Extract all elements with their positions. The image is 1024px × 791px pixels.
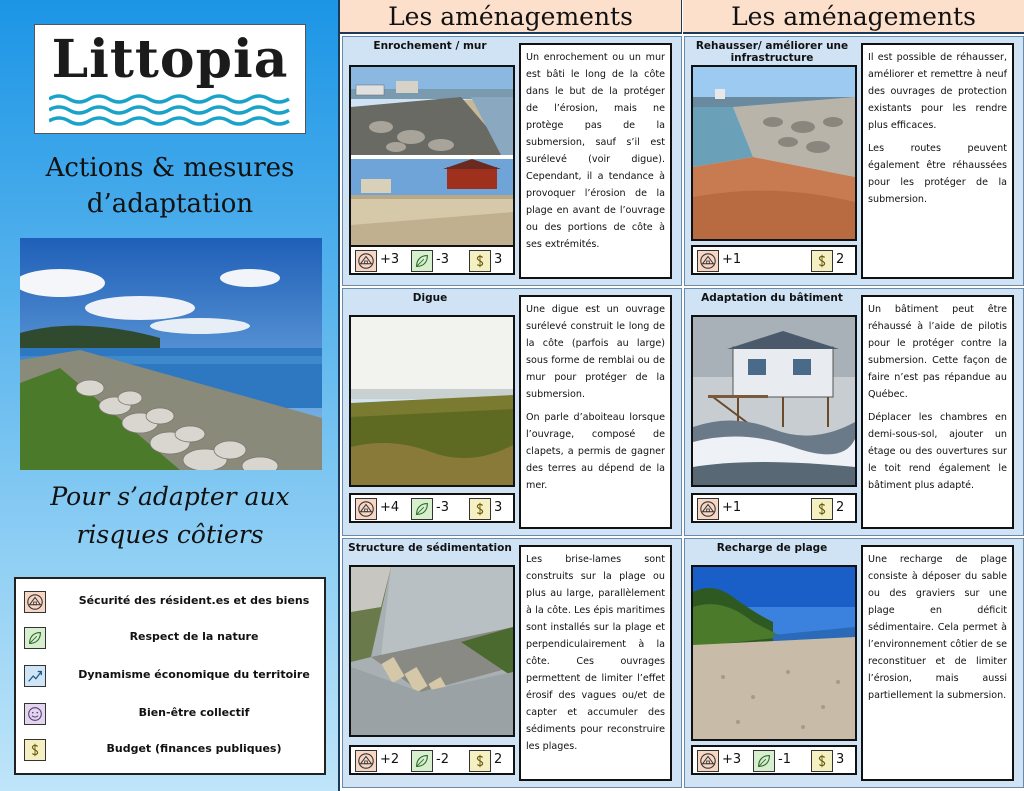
budget-icon (811, 250, 833, 272)
card-title: Adaptation du bâtiment (701, 292, 843, 304)
score-value: 3 (494, 252, 503, 267)
rock-wall-photo (349, 65, 515, 267)
legend-label: Sécurité des résident.es et des biens (78, 594, 310, 607)
raised-infrastructure-photo (691, 65, 857, 241)
description-paragraph: Les routes peuvent également être réhaussées pour les protéger de la submersion. (868, 143, 1007, 205)
description-paragraph: Les brise-lames sont construits sur la plage ou plus au large, parallèlement à la côte. Les épis maritimes sont installés sur la plage et perpendiculairement à la côte. Ces ouvrages permettent de limiter l’effet érosif des vagues ou/et de capter et accumuler des sédiments pour reconstruire les plages. (526, 554, 665, 752)
score-box (691, 745, 857, 775)
score-box (691, 493, 857, 523)
card-title: Structure de sédimentation (348, 542, 512, 554)
score-value: 3 (836, 752, 845, 767)
card-description (861, 295, 1014, 529)
breakwater-photo (349, 565, 515, 737)
legend-label: Respect de la nature (129, 630, 259, 643)
description-paragraph: On parle d’aboiteau lorsque l’ouvrage, composé de clapets, a permis de gagner des terres au dépend de la mer. (526, 412, 665, 491)
card-description (519, 43, 672, 279)
nature-icon (411, 498, 433, 520)
logo (34, 24, 306, 134)
card-enrochement (342, 36, 682, 286)
card-title: Digue (412, 292, 448, 304)
tagline-line-2: risques côtiers (76, 520, 264, 549)
coast-photo (20, 238, 322, 470)
budget-icon (811, 498, 833, 520)
legend-item-budget (24, 739, 320, 763)
safety-icon (697, 250, 719, 272)
budget-icon (811, 750, 833, 772)
score-box (349, 245, 515, 275)
card-title: Rehausser/ améliorer une infrastructure (695, 40, 849, 64)
column-title-left: Les aménagements (340, 0, 682, 34)
description-paragraph: Une digue est un ouvrage surélevé construit le long de la côte (parfois au large) sous forme de remblai ou de mur pour protéger de la submersion. (526, 304, 665, 400)
nature-icon (411, 750, 433, 772)
score-value: +4 (380, 500, 400, 515)
tagline-line-1: Pour s’adapter aux (50, 482, 290, 511)
legend-label: Bien-être collectif (138, 706, 250, 719)
card-batiment (684, 288, 1024, 536)
raised-building-photo (691, 315, 857, 487)
score-value: 2 (836, 252, 845, 267)
subtitle-line-2: d’adaptation (86, 189, 254, 219)
score-box (349, 493, 515, 523)
dike-photo (349, 315, 515, 487)
card-digue (342, 288, 682, 536)
safety-icon (355, 750, 377, 772)
safety-icon (355, 250, 377, 272)
legend (14, 577, 326, 775)
nature-icon (24, 627, 46, 649)
legend-item-nature (24, 627, 320, 651)
description-paragraph: Déplacer les chambres en demi-sous-sol, ajouter un étage ou des ouvertures sur le toit rend également le bâtiment plus adapté. (868, 412, 1007, 491)
card-sedimentation (342, 538, 682, 788)
legend-item-wellbeing (24, 703, 320, 727)
budget-icon (469, 750, 491, 772)
score-value: 3 (494, 500, 503, 515)
wellbeing-icon (24, 703, 46, 725)
tagline (0, 478, 340, 554)
nature-icon (411, 250, 433, 272)
score-value: -2 (436, 752, 449, 767)
score-value: +2 (380, 752, 400, 767)
legend-item-economy (24, 665, 320, 689)
budget-icon (24, 739, 46, 761)
score-value: -3 (436, 252, 449, 267)
card-description (861, 545, 1014, 781)
score-value: +3 (380, 252, 400, 267)
description-paragraph: Un bâtiment peut être réhaussé à l’aide de pilotis pour le protéger contre la submersion. Cette façon de faire n’est pas répandue au Québec. (868, 304, 1007, 400)
safety-icon (355, 498, 377, 520)
score-box (349, 745, 515, 775)
legend-item-safety (24, 591, 320, 615)
logo-text: Littopia (51, 29, 289, 90)
subtitle (0, 150, 340, 222)
budget-icon (469, 498, 491, 520)
safety-icon (697, 498, 719, 520)
score-value: 2 (836, 500, 845, 515)
safety-icon (697, 750, 719, 772)
card-title: Enrochement / mur (373, 40, 487, 52)
card-description (861, 43, 1014, 279)
score-value: +1 (722, 252, 742, 267)
card-description (519, 545, 672, 781)
score-value: +1 (722, 500, 742, 515)
card-recharge (684, 538, 1024, 788)
description-paragraph: Un enrochement ou un mur est bâti le long de la côte dans le but de la protéger de l’érosion, mais ne protège pas de la submersion, sauf s’il est surélevé (voir digue). Cependant, il a tendance à provoquer l’érosion de la plage en avant de l’ouvrage ou des portions de côte à ses extrémités. (526, 52, 665, 250)
card-rehausser (684, 36, 1024, 286)
nature-icon (753, 750, 775, 772)
description-paragraph: Une recharge de plage consiste à déposer du sable ou des graviers sur une plage en déficit sédimentaire. Cela permet à l’environnement côtier de se reconstituer et de limiter l’érosion, mais aussi partiellement la submersion. (868, 554, 1007, 701)
score-value: 2 (494, 752, 503, 767)
budget-icon (469, 250, 491, 272)
card-description (519, 295, 672, 529)
description-paragraph: Il est possible de réhausser, améliorer et remettre à neuf des ouvrages de protection existants pour les rendre plus efficaces. (868, 52, 1007, 131)
beach-photo (691, 565, 857, 741)
waves-icon (49, 93, 293, 129)
column-title-right: Les aménagements (683, 0, 1024, 34)
score-value: -1 (778, 752, 791, 767)
score-value: +3 (722, 752, 742, 767)
safety-icon (24, 591, 46, 613)
legend-label: Dynamisme économique du territoire (78, 668, 310, 681)
economy-icon (24, 665, 46, 687)
card-title: Recharge de plage (716, 542, 828, 554)
subtitle-line-1: Actions & mesures (45, 153, 295, 183)
score-box (691, 245, 857, 275)
legend-label: Budget (finances publiques) (106, 742, 282, 755)
score-value: -3 (436, 500, 449, 515)
sidebar (0, 0, 340, 791)
